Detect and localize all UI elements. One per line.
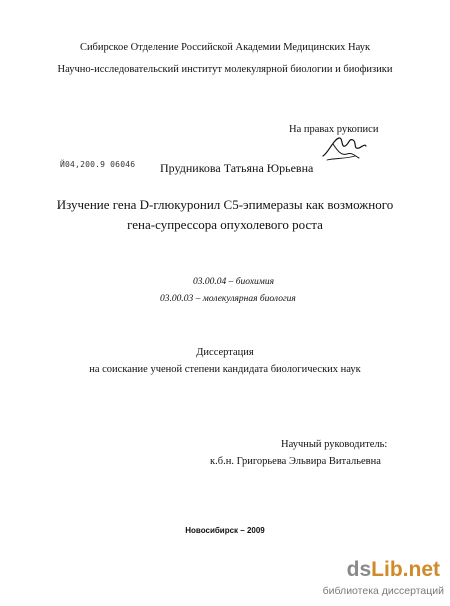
dslib-logo-suffix: Lib.net <box>371 558 440 581</box>
supervisor-label: Научный руководитель: <box>281 439 388 450</box>
dslib-caption: библиотека диссертаций <box>322 585 444 597</box>
registration-stamp: Й04,200.9 06046 <box>60 160 136 169</box>
manuscript-rights-note: На правах рукописи <box>289 124 379 135</box>
supervisor-name: к.б.н. Григорьева Эльвира Витальевна <box>210 456 381 467</box>
author-name: Прудникова Татьяна Юрьевна <box>160 161 314 175</box>
thesis-title-line-2: гена-супрессора опухолевого роста <box>127 217 323 232</box>
organization-name: Сибирское Отделение Российской Академии Медицинских Наук <box>79 42 371 53</box>
place-and-year: Новосибирск – 2009 <box>185 526 265 535</box>
dissertation-label: Диссертация <box>196 347 254 358</box>
dslib-logo-prefix: ds <box>346 558 372 581</box>
degree-statement: на соискание ученой степени кандидата биологических наук <box>89 364 361 375</box>
institute-name: Научно-исследовательский институт молекулярной биологии и биофизики <box>57 64 393 75</box>
handwritten-signature <box>319 134 367 164</box>
thesis-title-line-1: Изучение гена D-глюкуронил C5-эпимеразы как возможного <box>56 197 394 212</box>
dslib-logo <box>347 558 440 582</box>
dslib-watermark[interactable] <box>322 558 448 604</box>
specialty-biochemistry: 03.00.04 – биохимия <box>193 277 275 287</box>
specialty-molecular-biology: 03.00.03 – молекулярная биология <box>160 294 296 304</box>
